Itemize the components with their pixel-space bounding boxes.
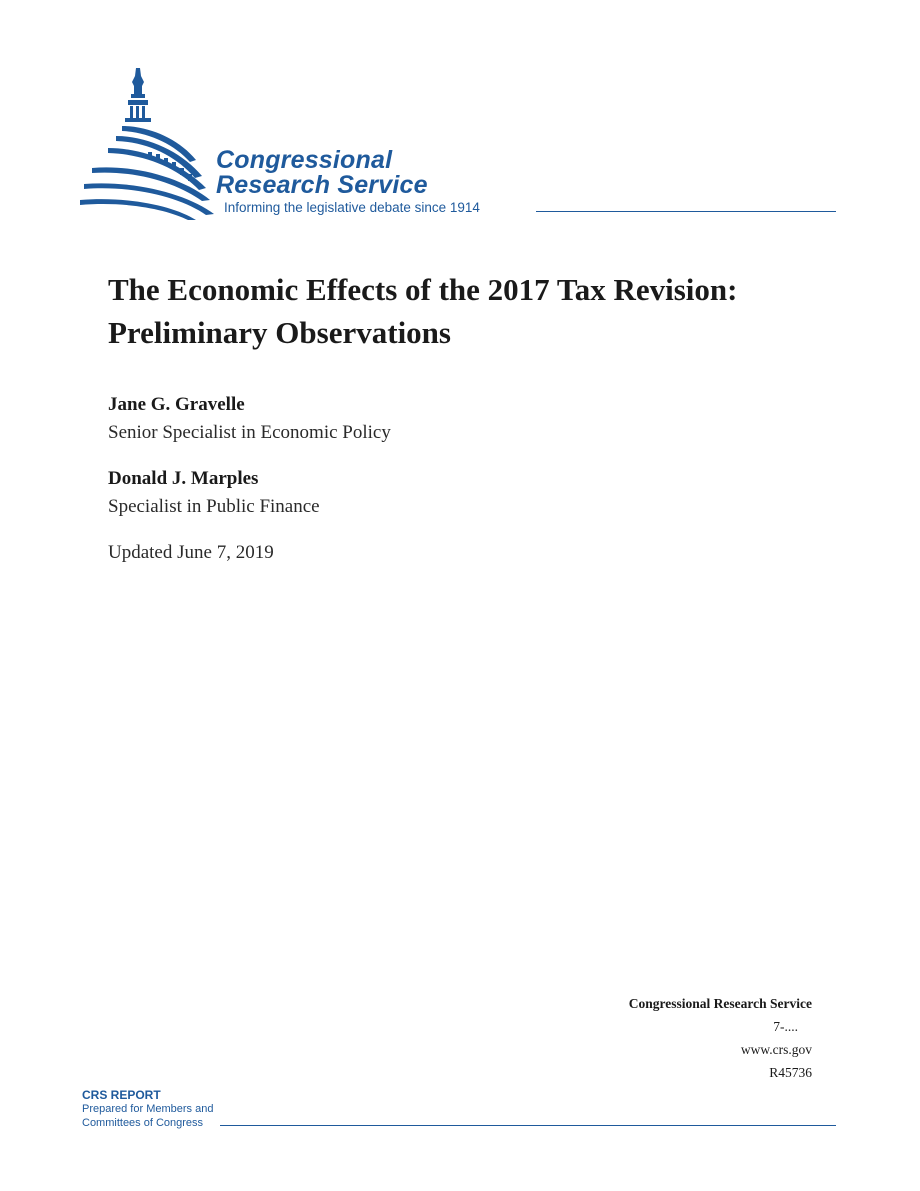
update-date: Updated June 7, 2019 <box>108 542 274 563</box>
crs-organization: Congressional Research Service <box>628 996 812 1011</box>
report-audience-line1: Prepared for Members and <box>82 1103 214 1115</box>
crs-logo <box>78 64 838 224</box>
report-audience-line2: Committees of Congress <box>82 1117 204 1129</box>
author-name-2: Donald J. Marples <box>108 468 259 489</box>
footer-rule <box>220 1125 836 1126</box>
author-role-2: Specialist in Public Finance <box>108 496 320 517</box>
logo-name-line2: Research Service <box>216 171 428 199</box>
report-footer <box>82 1088 836 1133</box>
author-name-1: Jane G. Gravelle <box>108 394 245 415</box>
report-label: CRS REPORT <box>82 1088 161 1102</box>
logo-name-line1: Congressional <box>216 146 393 174</box>
crs-code: 7-.... <box>773 1019 798 1034</box>
crs-info-block <box>629 992 812 1084</box>
logo-rule <box>536 211 836 212</box>
author-role-1: Senior Specialist in Economic Policy <box>108 422 391 443</box>
logo-tagline: Informing the legislative debate since 1914 <box>224 200 480 215</box>
crs-website-link[interactable]: www.crs.gov <box>740 1042 812 1057</box>
document-title: The Economic Effects of the 2017 Tax Revision: Preliminary Observations <box>108 272 738 350</box>
capitol-dome-icon <box>78 64 228 220</box>
report-number: R45736 <box>769 1065 812 1080</box>
